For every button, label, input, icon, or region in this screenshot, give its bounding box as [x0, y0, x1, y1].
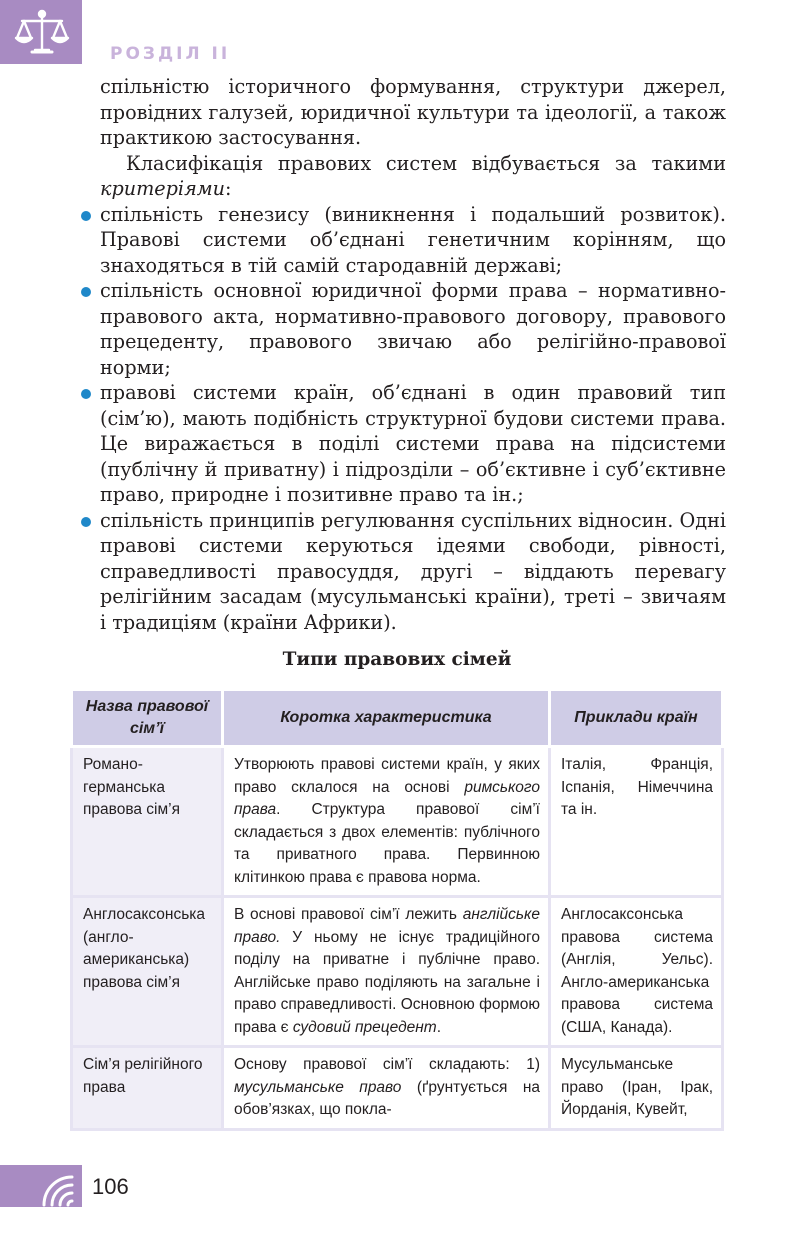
page-number: 106 — [92, 1174, 129, 1199]
desc-part: . Структура правової сім’ї складається з двох елементів: публічного та приватного права. Первинною клітинкою права є правова норма. — [234, 801, 540, 886]
criteria-text: спільність принципів регулювання суспільних відносин. Одні правові системи керуються ідеями свободи, рівності, справедливості правосуддя, другі – віддають перевагу релігійним засадам (мусульманські країни), треті – звичаям і традиціям (країни Африки). — [100, 508, 726, 634]
desc-italic: мусульманське право — [234, 1078, 402, 1096]
criteria-item — [100, 202, 726, 279]
criteria-text: правові системи країн, об’єднані в один правовий тип (сім’ю), мають подібність структурної будови системи права. Це виражається в поділі системи права на підсистеми (публічну й приватну) і підрозділи – об’єктивне і суб’єктивне право, природне і позитивне право та ін.; — [100, 381, 726, 506]
table-row — [72, 1047, 723, 1130]
header-name: Назва правової сім’ї — [72, 690, 223, 747]
bullet-dot-icon — [81, 287, 91, 297]
desc-part: Основу правової сім’ї складають: 1) — [234, 1056, 540, 1073]
criteria-item — [100, 380, 726, 508]
desc-part: В основі правової сім’ї лежить — [234, 906, 463, 923]
intro-lead-after: : — [225, 177, 232, 200]
family-examples: Англосаксонська правова система (Англія, Уельс). Англо-американська правова система (США, Канада). — [550, 897, 723, 1047]
family-examples: Італія, Франція, Іспанія, Німеччина та ін. — [550, 747, 723, 897]
desc-part: . — [436, 1018, 442, 1036]
desc-part: (ґрунтується на обов’язках, що покла- — [234, 1078, 540, 1118]
desc-part: Утворюють правові системи країн, у яких право склалося на основі — [234, 756, 540, 796]
criteria-text: спільність генезису (виникнення і подальший розвиток). Правові системи об’єднані генетичним корінням, що знаходяться в тій самій стародавній державі; — [100, 202, 726, 277]
header-corner-block — [0, 0, 82, 64]
intro-continuation: спільністю історичного формування, структури джерел, провідних галузей, юридичної культури та ідеології, а також практикою застосування. — [100, 75, 726, 149]
header-description: Коротка характеристика — [223, 690, 550, 747]
criteria-item — [100, 508, 726, 636]
bullet-dot-icon — [81, 211, 91, 221]
intro-lead-italic: критеріями — [100, 177, 226, 200]
family-name: Романо-германська правова сім’я — [72, 747, 223, 897]
table-row — [72, 897, 723, 1047]
body-text — [100, 74, 726, 635]
family-description — [223, 747, 550, 897]
family-name: Сім’я релігійного права — [72, 1047, 223, 1130]
footer-block — [0, 1165, 82, 1207]
family-name: Англосаксонська (англо-американська) правова сім’я — [72, 897, 223, 1047]
header-examples: Приклади країн — [550, 690, 723, 747]
criteria-list — [100, 202, 726, 636]
criteria-item — [100, 278, 726, 380]
bullet-dot-icon — [81, 389, 91, 399]
wave-arcs-icon — [38, 1171, 82, 1207]
table-header-row — [72, 690, 723, 747]
desc-italic: судовий прецедент — [292, 1018, 437, 1036]
desc-part: У ньому не існує традиційного поділу на приватне і публічне право. Англійське право поділяють на загальне і право справедливості. Основною формою права є — [234, 928, 540, 1036]
table-title: Типи правових сімей — [282, 649, 512, 670]
intro-lead-text: Класифікація правових систем відбувається за такими — [126, 151, 726, 175]
family-description — [223, 897, 550, 1047]
bullet-dot-icon — [81, 517, 91, 527]
family-description — [223, 1047, 550, 1130]
scales-icon — [14, 8, 70, 58]
intro-lead — [100, 151, 726, 202]
section-label: РОЗДІЛ ІІ — [110, 44, 231, 64]
table-row — [72, 747, 723, 897]
desc-italic: римського права — [234, 778, 540, 818]
desc-italic: англійське право. — [234, 906, 540, 946]
family-examples: Мусульманське право (Іран, Ірак, Йорданія, Кувейт, — [550, 1047, 723, 1130]
legal-families-table — [70, 688, 724, 1131]
criteria-text: спільність основної юридичної форми права – нормативно-правового акта, нормативно-правового договору, правового прецеденту, правового звичаю або релігійно-правової норми; — [100, 279, 726, 379]
